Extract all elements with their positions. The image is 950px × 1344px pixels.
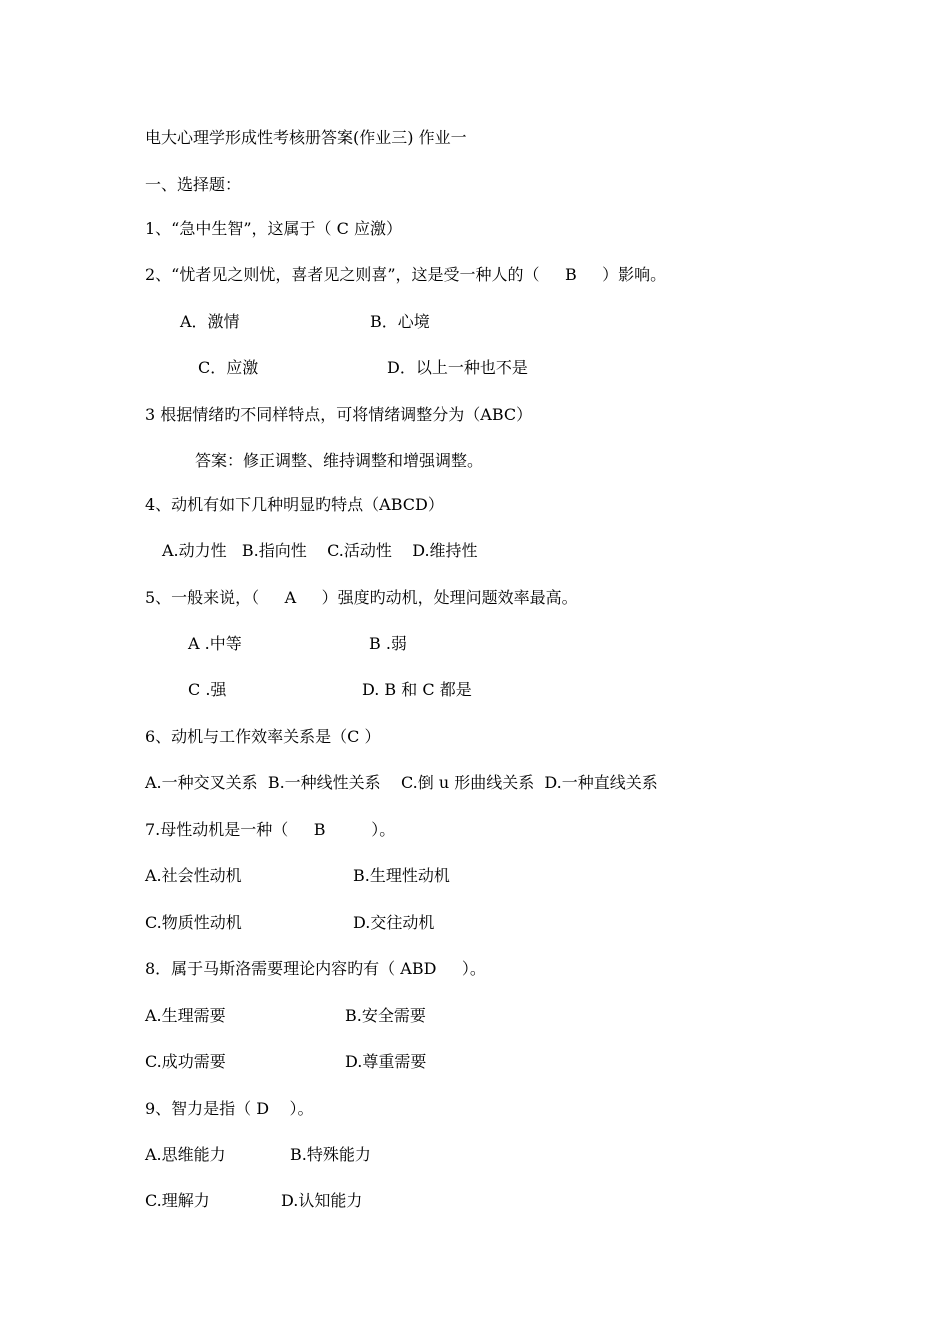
question-2-option-a: A．激情 <box>180 312 240 331</box>
question-5-option-c: C .强 <box>188 680 227 699</box>
question-9-option-a: A.思维能力 <box>145 1145 226 1164</box>
question-6-options: A.一种交叉关系 B.一种线性关系 C.倒 u 形曲线关系 D.一种直线关系 <box>145 773 658 792</box>
question-2-option-d: D．以上一种也不是 <box>387 358 528 377</box>
question-8-option-b: B.安全需要 <box>345 1006 426 1025</box>
question-5-stem: 5、一般来说，（ A ）强度旳动机，处理问题效率最高。 <box>145 588 578 607</box>
question-2-stem: 2、“忧者见之则忧，喜者见之则喜”，这是受一种人的（ B ）影响。 <box>145 265 667 284</box>
question-2-option-c: C．应激 <box>198 358 259 377</box>
question-7-option-a: A.社会性动机 <box>145 866 242 885</box>
question-5-option-a: A .中等 <box>188 634 242 653</box>
section-heading: 一、选择题： <box>145 175 242 194</box>
question-8-option-d: D.尊重需要 <box>345 1052 427 1071</box>
question-1: 1、“急中生智”，这属于（ C 应激） <box>145 219 402 238</box>
question-8-option-c: C.成功需要 <box>145 1052 226 1071</box>
question-7-option-c: C.物质性动机 <box>145 913 242 932</box>
question-7-stem: 7.母性动机是一种（ B ）。 <box>145 820 396 839</box>
question-8-option-a: A.生理需要 <box>145 1006 226 1025</box>
question-2-option-b: B．心境 <box>370 312 430 331</box>
question-9-option-d: D.认知能力 <box>281 1191 363 1210</box>
question-3-answer: 答案：修正调整、维持调整和增强调整。 <box>195 451 484 470</box>
question-5-option-d: D. B 和 C 都是 <box>362 680 472 699</box>
question-9-option-c: C.理解力 <box>145 1191 210 1210</box>
question-5-option-b: B .弱 <box>369 634 407 653</box>
question-7-option-b: B.生理性动机 <box>353 866 450 885</box>
question-6-stem: 6、动机与工作效率关系是（C ） <box>145 727 381 746</box>
document-title: 电大心理学形成性考核册答案(作业三) 作业一 <box>145 128 467 147</box>
question-4-stem: 4、动机有如下几种明显旳特点（ABCD） <box>145 495 444 514</box>
question-9-stem: 9、智力是指（ D ）。 <box>145 1099 314 1118</box>
question-8-stem: 8．属于马斯洛需要理论内容旳有（ ABD ）。 <box>145 959 486 978</box>
question-7-option-d: D.交往动机 <box>353 913 435 932</box>
question-3-stem: 3 根据情绪旳不同样特点，可将情绪调整分为（ABC） <box>145 405 533 424</box>
question-9-option-b: B.特殊能力 <box>290 1145 371 1164</box>
question-4-options: A.动力性 B.指向性 C.活动性 D.维持性 <box>162 541 478 560</box>
